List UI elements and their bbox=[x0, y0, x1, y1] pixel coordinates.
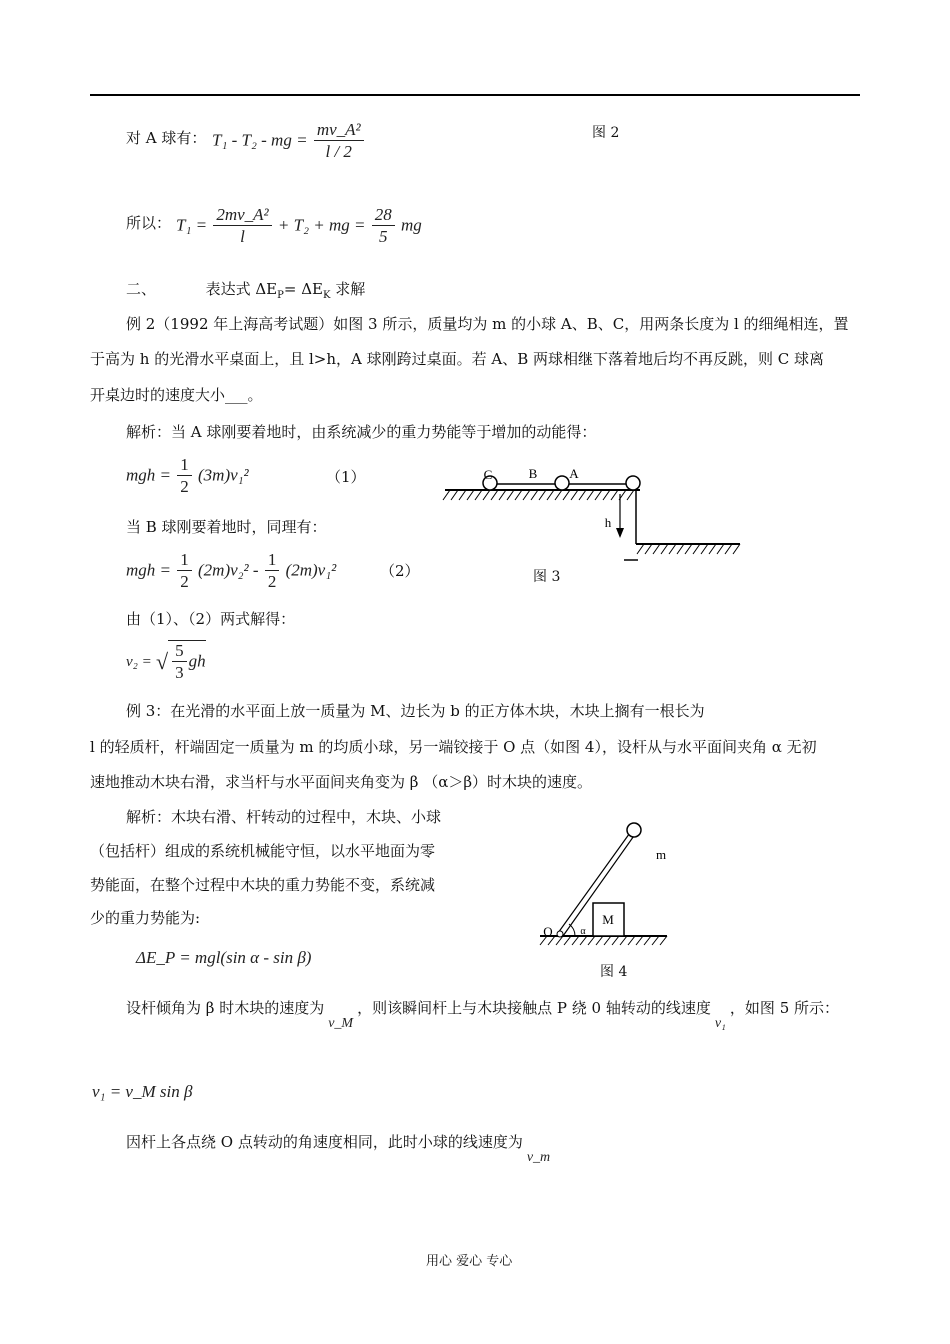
equation-v2-result bbox=[126, 640, 206, 684]
eq-2-mid: (2m)v₂² - bbox=[198, 560, 259, 580]
eq-2-half-a-num: 1 bbox=[177, 550, 192, 571]
eq2-denominator-2: 5 bbox=[378, 227, 388, 246]
symbol-v1: v₁ bbox=[714, 1016, 726, 1031]
example2-line-2: 于高为 h 的光滑水平桌面上，且 l>h，A 球刚跨过桌面。若 A、B 两球相继下落着地后均不再反跳，则 C 球离 bbox=[90, 350, 825, 368]
speed-line bbox=[126, 997, 840, 1031]
eq-2-half-b-den: 2 bbox=[267, 572, 277, 591]
eq-2-half-a-den: 2 bbox=[180, 572, 189, 591]
example2-line-3: 开桌边时的速度大小___。 bbox=[90, 386, 263, 404]
heading-tail: 求解 bbox=[330, 280, 366, 298]
eq-2-half-a bbox=[177, 550, 192, 593]
label-for-ball-a: 对 A 球有： bbox=[126, 129, 207, 147]
figure-4-diagram bbox=[535, 805, 675, 950]
sqrt-symbol: √ bbox=[156, 649, 169, 674]
label-therefore: 所以： bbox=[126, 214, 172, 232]
speed-line-a: 设杆倾角为 β 时木块的速度为 bbox=[126, 999, 325, 1017]
heading-middle: = ΔE bbox=[283, 280, 323, 298]
eq-3-den: 3 bbox=[175, 663, 184, 682]
example3-analysis-2: （包括杆）组成的系统机械能守恒，以水平地面为零 bbox=[90, 842, 436, 860]
angular-line-text: 因杆上各点绕 O 点转动的角速度相同，此时小球的线速度为 bbox=[126, 1133, 523, 1151]
eq-3-lhs: v₂ = bbox=[126, 653, 152, 670]
figure-3-caption: 图 3 bbox=[533, 569, 561, 585]
equation-1-tag: （1） bbox=[326, 468, 366, 486]
eq2-lhs: T₁ = bbox=[176, 215, 208, 235]
eq2-numerator-2: 28 bbox=[372, 205, 395, 226]
equation-1 bbox=[126, 455, 249, 498]
figure-3-diagram bbox=[440, 462, 750, 587]
equation-2 bbox=[126, 550, 336, 593]
eq-3-num: 5 bbox=[172, 641, 187, 662]
heading-subscript-k: K bbox=[323, 290, 331, 301]
angular-velocity-line bbox=[126, 1131, 551, 1165]
eq-1-half bbox=[177, 455, 192, 498]
ball-b-line: 当 B 球刚要着地时，同理有： bbox=[126, 518, 327, 536]
fig3-label-b: B bbox=[528, 466, 538, 481]
example2-line-1: 例 2（1992 年上海高考试题）如图 3 所示，质量均为 m 的小球 A、B、C，用两条长度为 l 的细绳相连，置 bbox=[126, 315, 849, 333]
eq-2-half-b bbox=[265, 550, 280, 593]
speed-line-c: ，如图 5 所示： bbox=[729, 999, 840, 1017]
example3-analysis-3: 势能面，在整个过程中木块的重力势能不变，系统减 bbox=[90, 876, 436, 894]
heading-subscript-p: P bbox=[277, 290, 284, 301]
section-heading-number: 二、 bbox=[126, 280, 157, 298]
ball-b bbox=[555, 476, 569, 490]
example3-analysis-4: 少的重力势能为: bbox=[90, 909, 201, 927]
ball-m bbox=[627, 823, 641, 837]
fig4-label-alpha: α bbox=[580, 926, 586, 937]
section-heading-text: 表达式 ΔE bbox=[205, 280, 278, 298]
eq-2-lhs: mgh = bbox=[126, 560, 171, 580]
eq2-tail: mg bbox=[400, 215, 422, 235]
eq1-numerator: mv_A² bbox=[314, 120, 364, 141]
sqrt-radicand bbox=[168, 640, 206, 684]
symbol-v-ball: v_m bbox=[526, 1150, 551, 1165]
eq-1-rhs: (3m)v₁² bbox=[198, 465, 249, 485]
equation-v1: v₁ = v_M sin β bbox=[92, 1082, 193, 1101]
eq-3-fraction bbox=[172, 641, 187, 684]
eq1-lhs: T₁ - T₂ - mg = bbox=[212, 130, 308, 150]
eq2-fraction-2 bbox=[372, 205, 395, 248]
fig4-label-o: O bbox=[543, 924, 553, 939]
fig3-label-c: C bbox=[483, 467, 493, 482]
section-heading bbox=[126, 278, 365, 301]
equation-potential-energy: ΔE_P = mgl(sin α - sin β) bbox=[136, 948, 312, 967]
equation-2-tag: （2） bbox=[380, 562, 420, 580]
page-footer: 用心 爱心 专心 bbox=[426, 1254, 513, 1269]
fig4-label-big-m: M bbox=[602, 912, 614, 927]
solve-line: 由（1）、（2）两式解得： bbox=[126, 610, 296, 628]
fig3-label-a: A bbox=[569, 466, 579, 481]
eq-2-rhs: (2m)v₁² bbox=[285, 560, 337, 580]
eq2-fraction-1 bbox=[213, 205, 271, 248]
eq1-fraction bbox=[314, 120, 364, 163]
example3-analysis-1: 解析：木块右滑、杆转动的过程中，木块、小球 bbox=[126, 808, 442, 826]
eq2-numerator-1: 2mv_A² bbox=[213, 205, 271, 226]
fig4-label-m: m bbox=[655, 847, 667, 862]
example3-line-1: 例 3：在光滑的水平面上放一质量为 M、边长为 b 的正方体木块，木块上搁有一根长为 bbox=[126, 702, 705, 720]
eq2-middle: + T₂ + mg = bbox=[277, 215, 366, 235]
example3-line-2: l 的轻质杆，杆端固定一质量为 m 的均质小球，另一端铰接于 O 点（如图 4），设杆从与水平面间夹角 α 无初 bbox=[90, 738, 817, 756]
eq1-denominator: l / 2 bbox=[325, 142, 352, 161]
figure-2-caption: 图 2 bbox=[592, 125, 620, 141]
example2-analysis: 解析：当 A 球刚要着地时，由系统减少的重力势能等于增加的动能得： bbox=[126, 423, 597, 441]
eq-1-lhs: mgh = bbox=[126, 465, 171, 485]
symbol-vm: v_M bbox=[328, 1016, 354, 1031]
figure-4-caption: 图 4 bbox=[600, 964, 628, 980]
eq-1-half-den: 2 bbox=[180, 477, 189, 496]
eq-1-half-num: 1 bbox=[177, 455, 192, 476]
example3-line-3: 速地推动木块右滑，求当杆与水平面间夹角变为 β （α＞β）时木块的速度。 bbox=[90, 773, 593, 791]
header-rule bbox=[90, 94, 860, 96]
ball-a bbox=[626, 476, 640, 490]
speed-line-b: ，则该瞬间杆上与木块接触点 P 绕 0 轴转动的线速度 bbox=[357, 999, 711, 1017]
eq-3-tail: gh bbox=[188, 651, 206, 671]
equation-tension-ball-a bbox=[212, 120, 366, 163]
fig3-label-h: h bbox=[604, 515, 612, 530]
eq2-denominator-1: l bbox=[240, 227, 245, 246]
equation-t1-result bbox=[176, 205, 422, 248]
eq-2-half-b-num: 1 bbox=[265, 550, 280, 571]
